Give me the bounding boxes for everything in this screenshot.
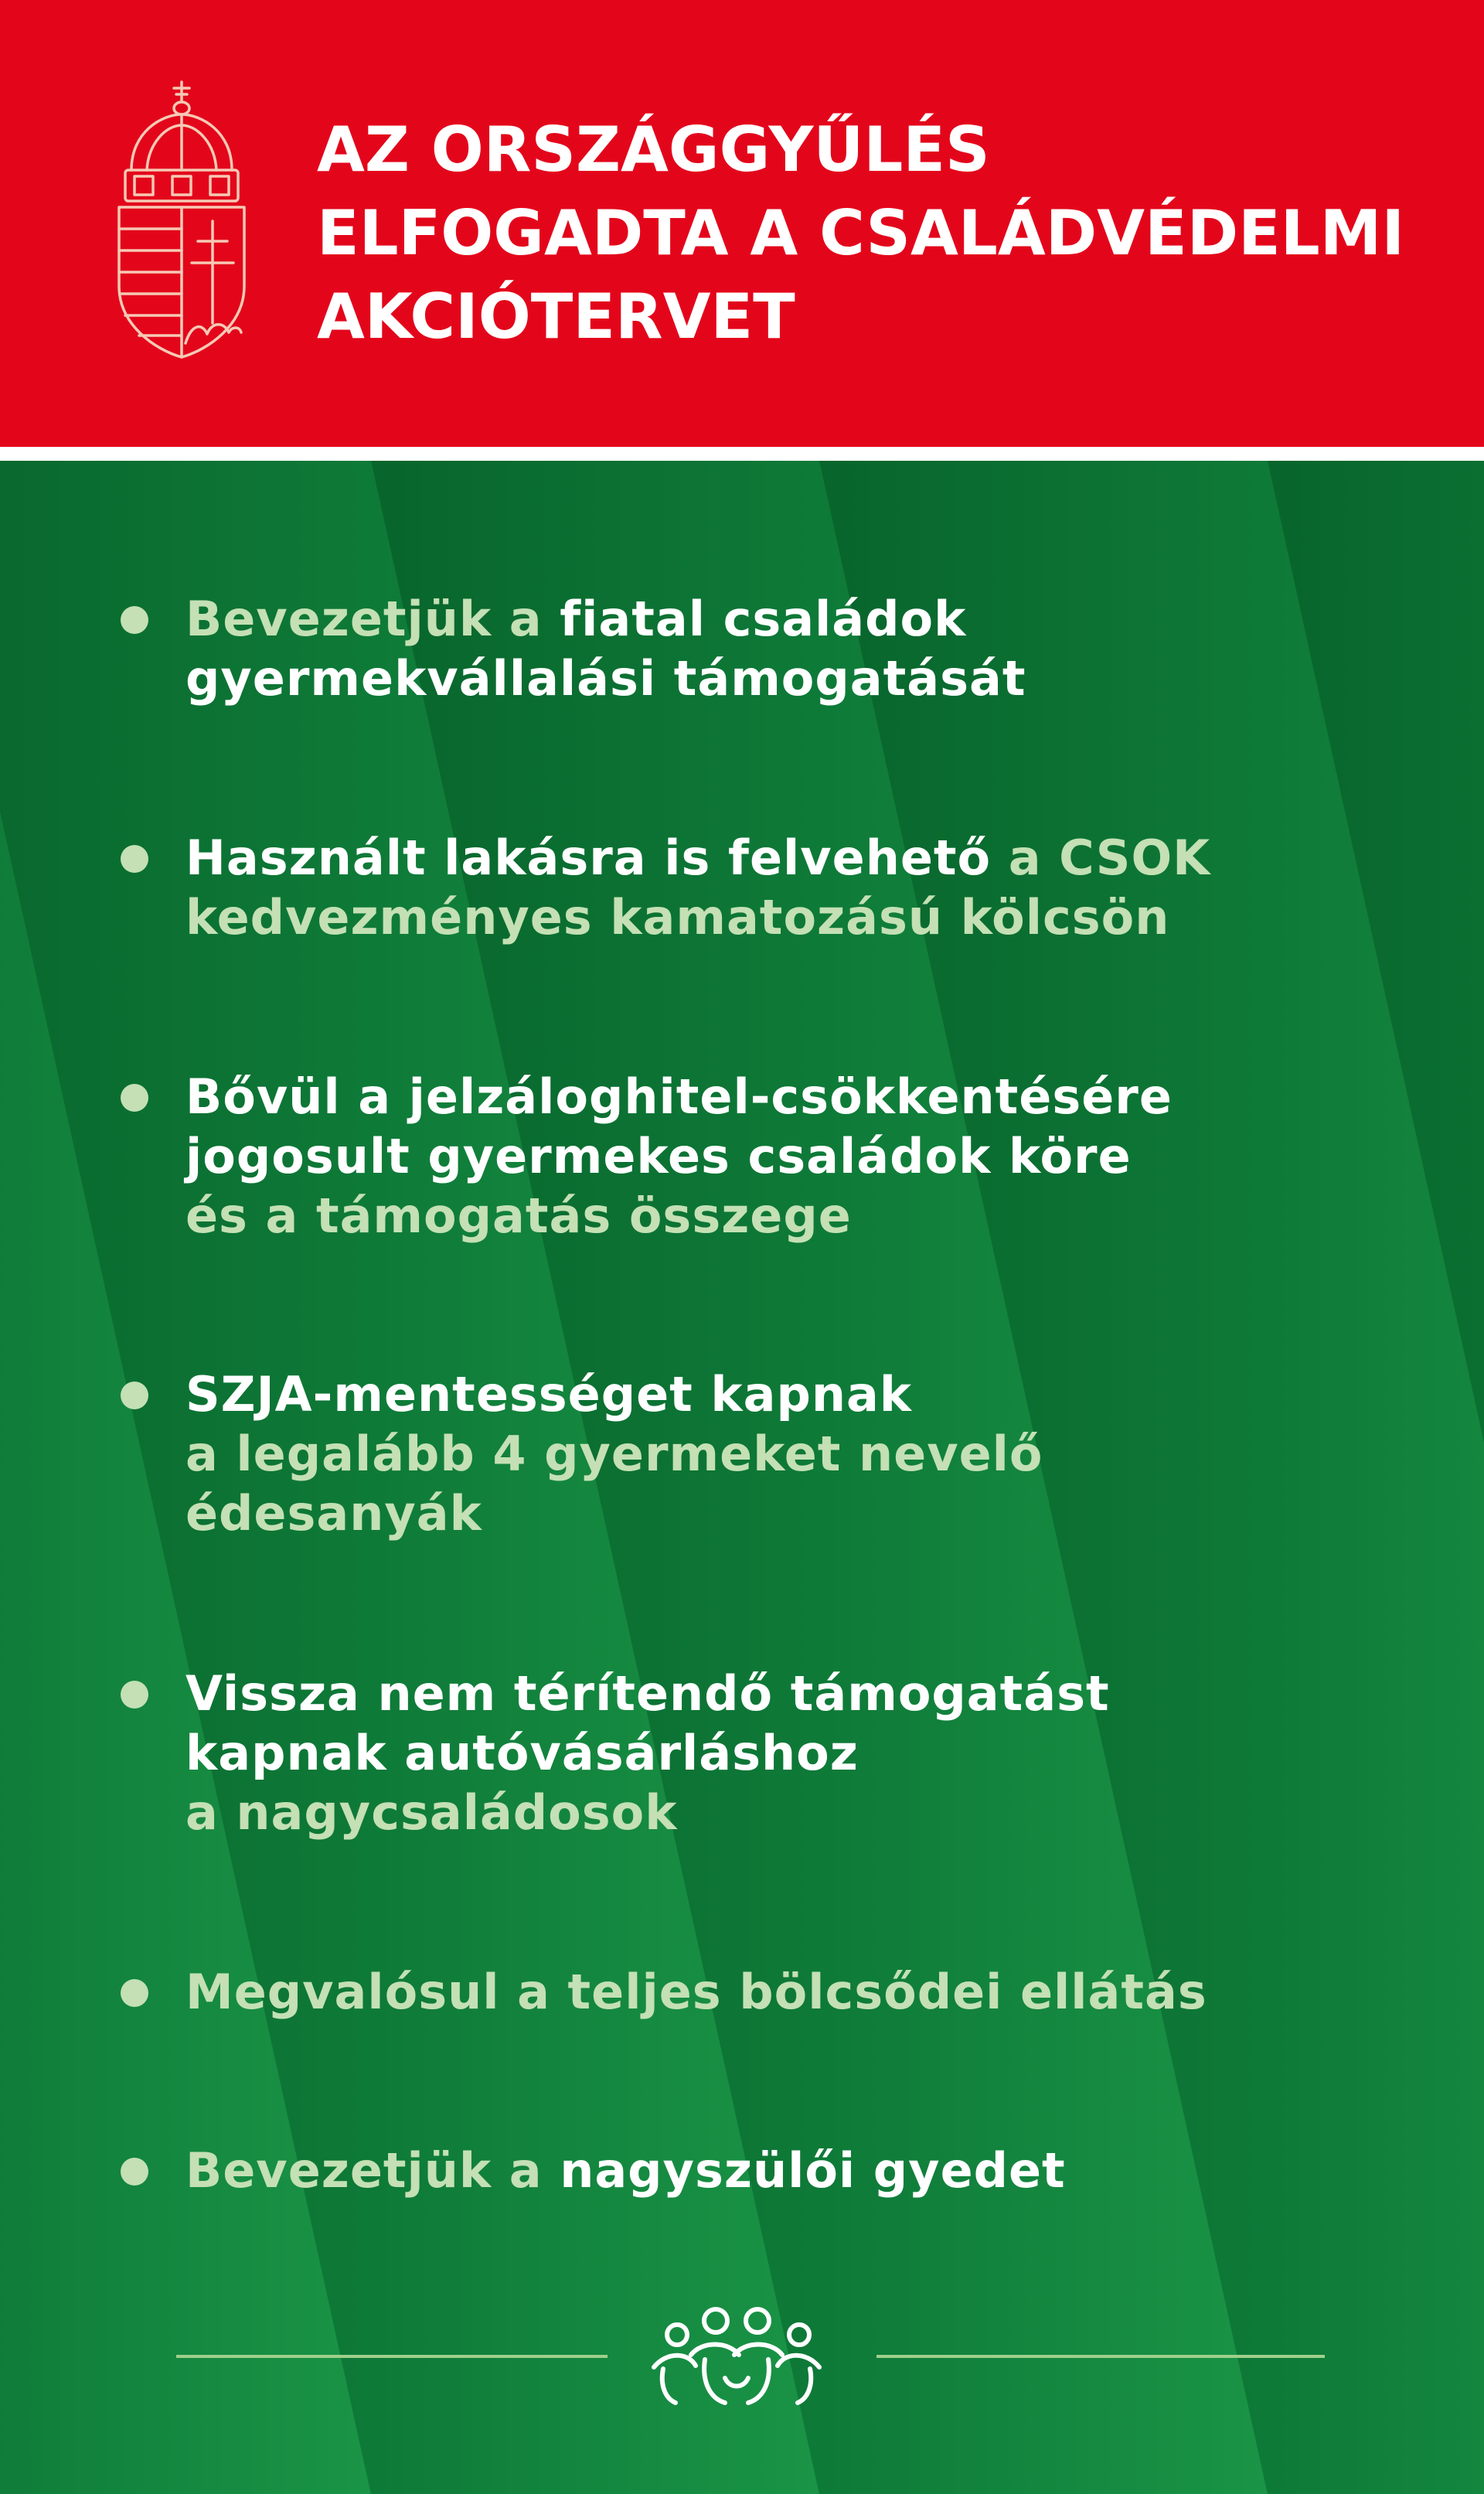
bullet-dot (121, 1681, 148, 1709)
title-line-1: AZ ORSZÁGGYŰLÉS (317, 114, 990, 186)
bullet-line (186, 649, 1407, 708)
list-item (186, 1962, 1407, 2022)
bullet-line (186, 589, 1407, 649)
footer-divider-left (176, 2355, 608, 2358)
bullet-text: Bővül a jelzáloghitel-csökkentésére (186, 1068, 1173, 1125)
bullet-text: gyermekvállalási támogatását (186, 650, 1026, 707)
bullet-text: nagyszülői gyedet (560, 2142, 1066, 2199)
list-item (186, 828, 1407, 947)
bullet-line (186, 2141, 1407, 2200)
page-title (317, 108, 1445, 359)
bullet-text-highlight: a nagycsaládosok (186, 1784, 678, 1841)
bullet-dot (121, 2158, 148, 2186)
hungarian-coat-of-arms-icon (108, 77, 255, 362)
bullet-text: fiatal családok (560, 591, 967, 647)
bullet-text-highlight: Bevezetjük a (186, 2142, 560, 2199)
family-icon (648, 2304, 825, 2412)
bullet-text-highlight: a CSOK (1008, 830, 1211, 886)
bullet-text-highlight: Bevezetjük a (186, 591, 560, 647)
bullet-line (186, 1723, 1407, 1783)
list-item (186, 589, 1407, 708)
bullet-dot (121, 1979, 148, 2007)
bullet-line (186, 1067, 1407, 1126)
list-item (186, 1067, 1407, 1245)
bullet-dot (121, 1382, 148, 1409)
bullet-line (186, 1424, 1407, 1484)
title-line-2: ELFOGADTA A CSALÁDVÉDELMI (317, 197, 1405, 269)
bullet-dot (121, 606, 148, 634)
bullet-line (186, 1365, 1407, 1424)
list-item (186, 1664, 1407, 1842)
bullet-dot (121, 845, 148, 873)
title-line-3: AKCIÓTERVET (317, 281, 795, 353)
list-item (186, 1365, 1407, 1543)
bullet-dot (121, 1084, 148, 1112)
bullet-line (186, 1126, 1407, 1186)
bullet-text: Vissza nem térítendő támogatást (186, 1665, 1110, 1722)
bullet-text: jogosult gyermekes családok köre (186, 1128, 1132, 1184)
bullet-text-highlight: és a támogatás összege (186, 1187, 852, 1244)
footer-divider-right (876, 2355, 1325, 2358)
list-item (186, 2141, 1407, 2200)
bullet-text-highlight: a legalább 4 gyermeket nevelő (186, 1426, 1043, 1482)
header-divider (0, 447, 1484, 461)
bullet-line (186, 1664, 1407, 1723)
bullet-line (186, 1962, 1407, 2022)
header-banner (0, 0, 1484, 447)
bullet-line (186, 1783, 1407, 1842)
bullet-line (186, 828, 1407, 888)
bullet-text: SZJA-mentességet kapnak (186, 1366, 913, 1422)
bullet-line (186, 1186, 1407, 1245)
bullet-line (186, 1484, 1407, 1543)
bullet-line (186, 888, 1407, 947)
bullet-text: Használt lakásra is felvehető (186, 830, 1009, 886)
bullet-text-highlight: kedvezményes kamatozású kölcsön (186, 889, 1170, 945)
bullet-text-highlight: édesanyák (186, 1485, 482, 1542)
bullet-text-highlight: Megvalósul a teljes bölcsődei ellátás (186, 1964, 1207, 2020)
bullet-text: kapnak autóvásárláshoz (186, 1725, 859, 1781)
